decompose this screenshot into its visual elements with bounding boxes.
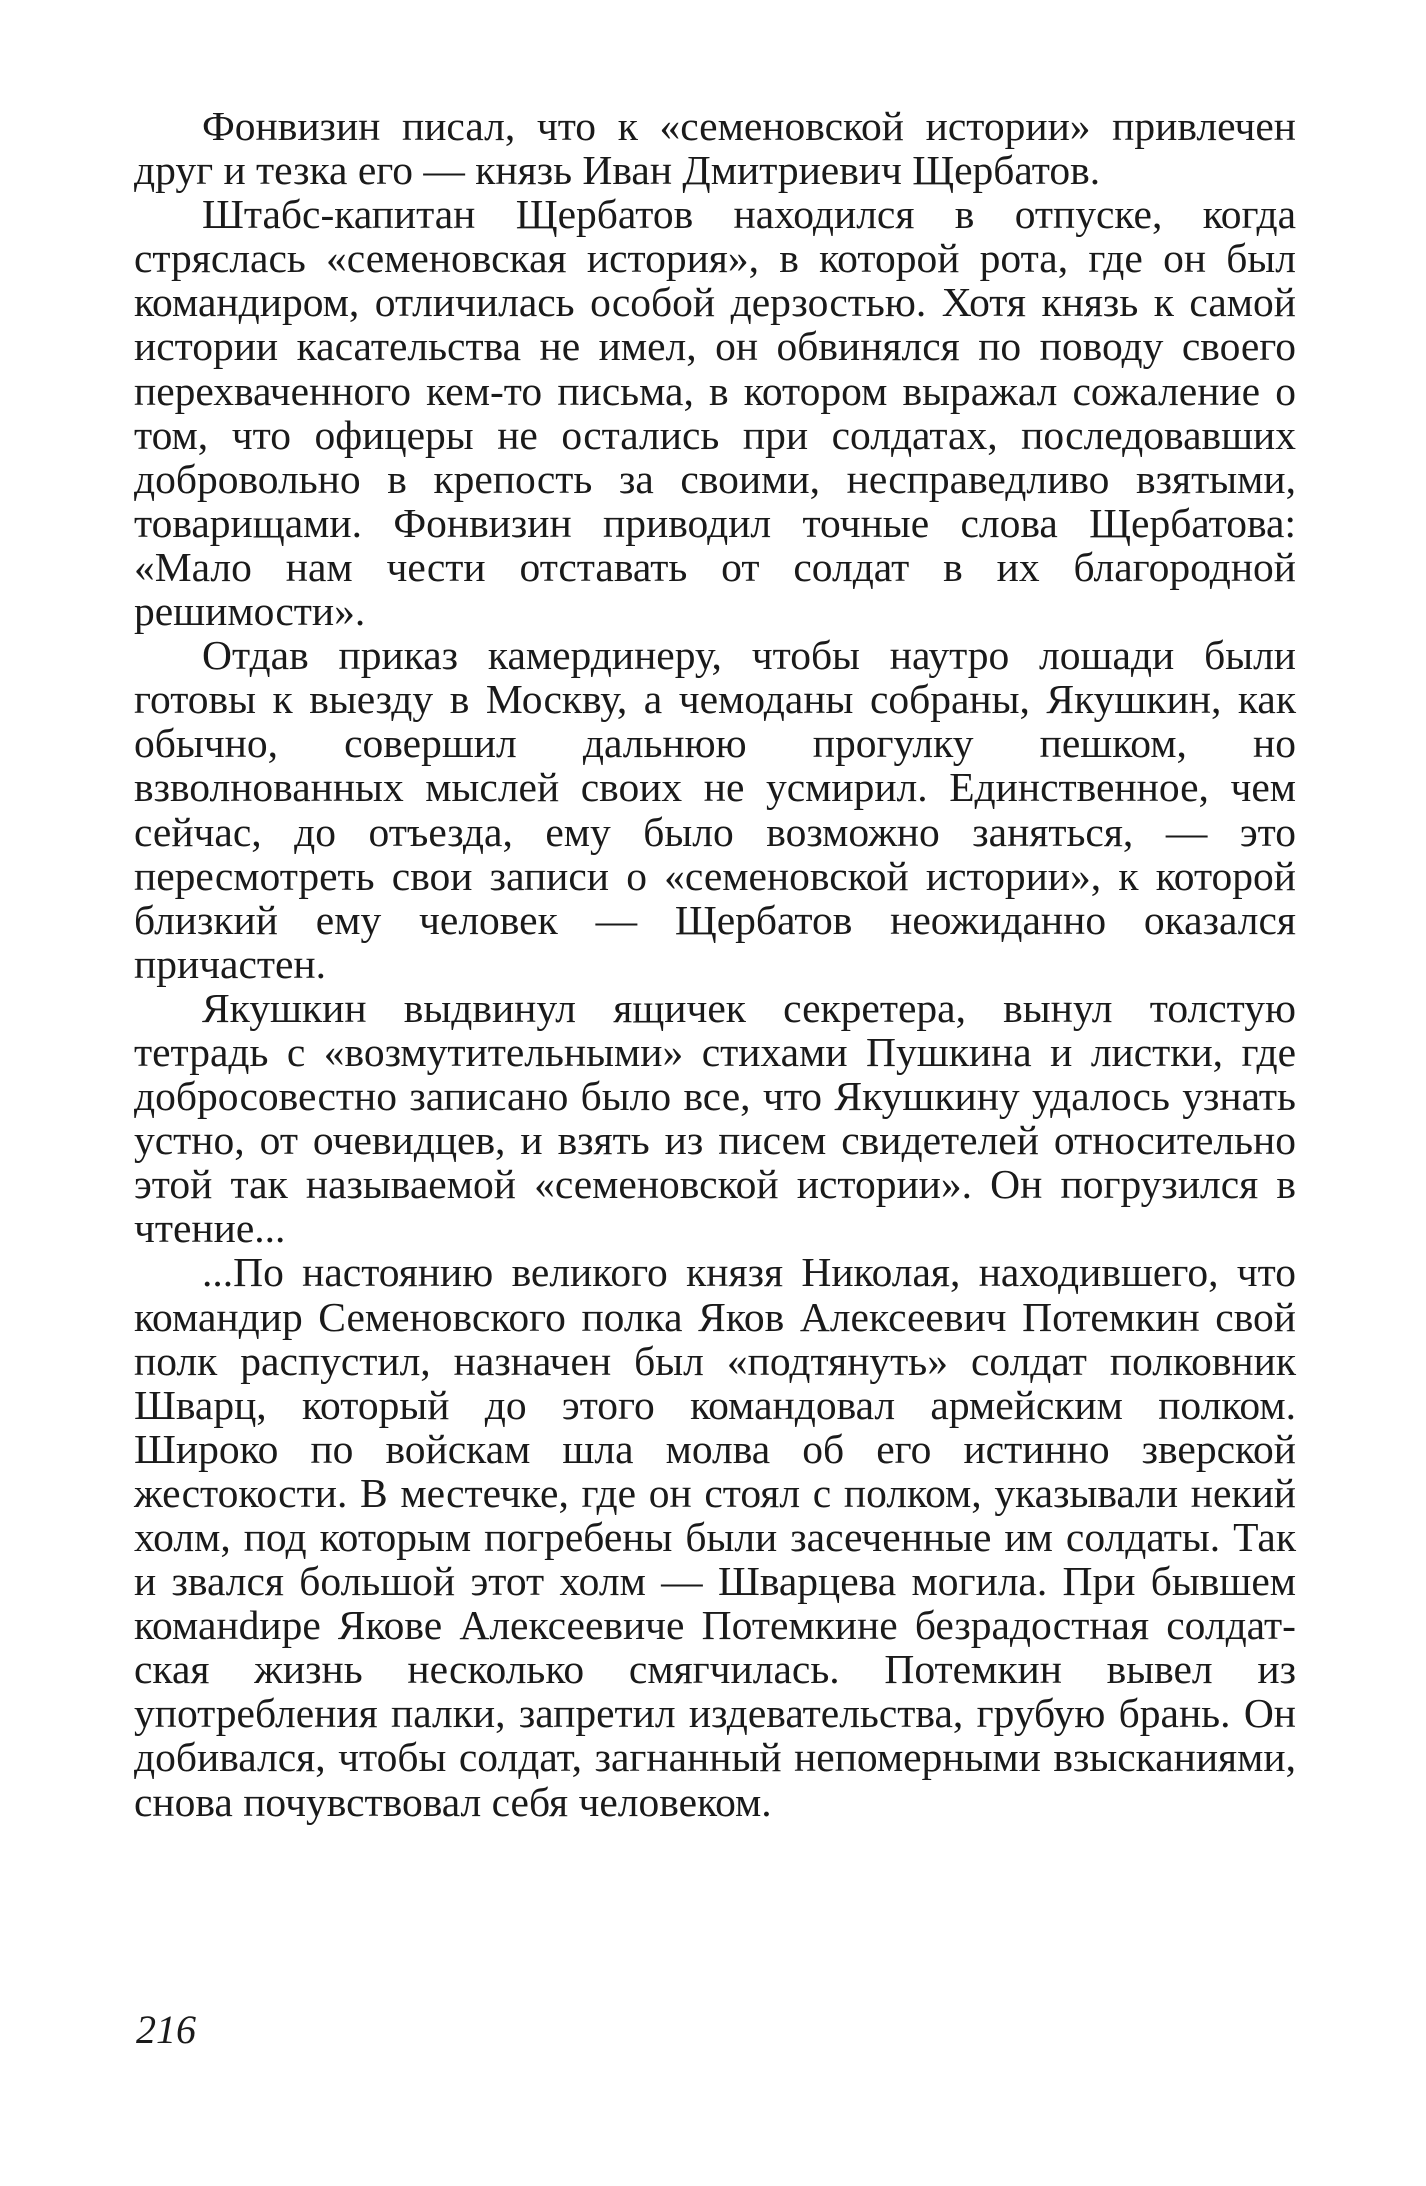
paragraph-2: Штабс-капитан Щербатов находился в отпуске, когда стряслась «семеновская история», в которой рота, где он был командиром, отличилась особой дерзостью. Хотя князь к самой истории касательства не имел, он обвинялся по поводу своего перехваченного кем-то письма, в котором выражал сожаление о том, что офицеры не остались при солдатах, последовавших добровольно в крепость за своими, несправедливо взятыми, товарищами. Фонвизин приводил точные слова Щербатова: «Мало нам чести отставать от солдат в их благородной решимости».: [134, 191, 1296, 635]
paragraph-5: ...По настоянию великого князя Николая, находившего, что командир Семеновского полка Яков Алексеевич Потемкин свой полк распустил, назначен был «подтянуть» солдат полковник Шварц, который до этого командовал армейским полком. Широко по войскам шла молва об его истинно зверской жестокости. В местечке, где он стоял с полком, указывали некий холм, под которым погребены были засеченные им солдаты. Так и звался большой этот холм — Шварцева могила. При бывшем команdире Якове Алексеевиче Потемкине безрадостная солдатская жизнь несколько смягчилась. Потемкин вывел из употребления палки, запретил издевательства, грубую брань. Он добивался, чтобы солдат, загнанный непомерными взысканиями, снова почувствовал себя человеком.: [134, 1249, 1296, 1825]
paragraph-4: Якушкин выдвинул ящичек секретера, вынул толстую тетрадь с «возмутительными» стихами Пушкина и листки, где добросовестно записано было все, что Якушкину удалось узнать устно, от очевидцев, и взять из писем свидетелей относительно этой так называемой «семеновской истории». Он погрузился в чтение...: [134, 984, 1296, 1252]
paragraph-1: Фонвизин писал, что к «семеновской истории» привлечен друг и тезка его — князь Иван Дмитриевич Щербатов.: [134, 103, 1296, 194]
body-text: [134, 104, 1296, 1824]
page-number: 216: [136, 2007, 196, 2052]
paragraph-3: Отдав приказ камердинеру, чтобы наутро лошади были готовы к выезду в Москву, а чемоданы собраны, Якушкин, как обычно, совершил дальнюю прогулку пешком, но взволнованных мыслей своих не усмирил. Единственное, чем сейчас, до отъезда, ему было возможно заняться, — это пересмотреть свои записи о «семеновской истории», к которой близкий ему человек — Щербатов неожиданно оказался причастен.: [134, 632, 1296, 987]
